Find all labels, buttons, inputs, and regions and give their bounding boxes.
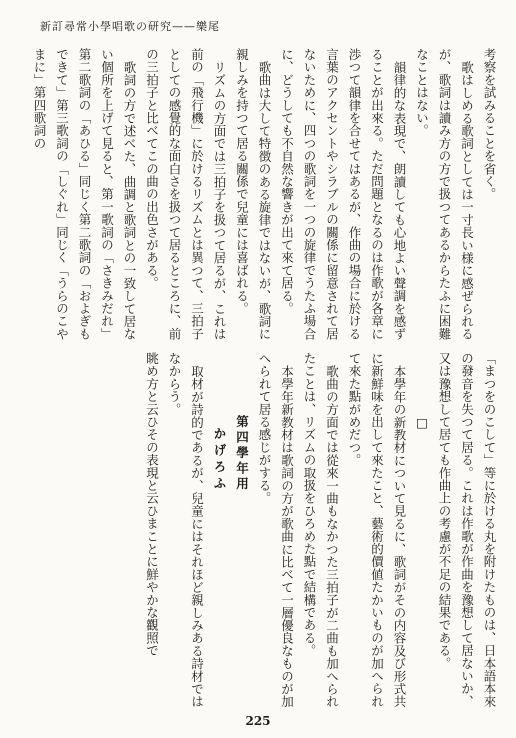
upper-text-block [32, 48, 500, 348]
paragraph: 「まつをのこして」等に於ける丸を附けたものは、日本語本來の發音を失つて居る。これは作歌が作曲を豫想して居ないか、又は豫想して居ても作曲上の考慮が不足の結果である。 [437, 352, 497, 708]
paragraph: 考察を試みることを省く。 [482, 48, 497, 201]
paragraph: リズムの方面では三拍子を扱つて居るが、これは前の「飛行機」に於けるリズムとは異つて、三拍子としての感覺的な面白さを扱つて居るところに、前の三拍子と比べてこの曲の出色さがある。 [144, 48, 227, 341]
paragraph: 歌はしめる歌詞としては一寸長い様に感ぜられるが、歌詞は讀み方の方で扱つてあるからたふに困難なことはない。 [414, 48, 475, 341]
page-number: 225 [245, 714, 271, 728]
paragraph: 本學年新教材は歌詞の方が歌曲に比べて一層優良なものが加へられて居る感じがする。 [257, 352, 295, 708]
running-head: 新訂尋常小學唱歌の研究——樂尾 [40, 20, 220, 33]
paragraph: 歌曲の方面では從來一曲もなかつた三拍子が二曲も加へられたことは、リズムの取扱をひろめた點で結構である。 [302, 352, 340, 708]
paragraph: 眺め方と云ひその表現と云ひまことに鮮やかな觀照で [144, 352, 160, 657]
song-title: かげろふ [212, 427, 227, 493]
paragraph: 本學年の新教材について見るに、歌詞がその内容及び形式共に新鮮味を出して來たこと、藝術的價値たかいものが加へられて來た點がめだつ。 [347, 352, 407, 708]
paragraph: 取材が詩的であるが、兒童にはそれほど親しみある詩材ではなからう。 [167, 352, 205, 708]
section-marker: □ [414, 414, 430, 430]
paragraph: 韻律的な表現で、朗讀しても心地よい聲調を感ずることが出來る。ただ問題となるのは作歌が各章に渉つて韻律を合せてはあるが、作曲の場合に於ける言葉のアクセントやシラブルの關係に留意されて居ないために、四つの歌詞を一つの旋律でうたふ場合に、どうしても不自然な響きが出て來て居る。 [279, 48, 407, 341]
lower-text-block [40, 352, 500, 710]
grade-heading: 第四學年用 [234, 414, 250, 492]
paragraph: 歌曲は大して特徴のある旋律ではないが、歌詞に親しみを持つて居る關係で兒童には喜ばれる。 [234, 48, 272, 340]
paragraph: 歌詞の方で述べた、曲調と歌詞との一致して居ない個所を上げて見ると、第一歌詞の「さきみだれ」第二歌詞の「あひる」同じく第二歌詞の「およぎもできて」第三歌詞の「しぐれ」同じく「うらのこやまに」第四歌詞の [32, 48, 137, 341]
